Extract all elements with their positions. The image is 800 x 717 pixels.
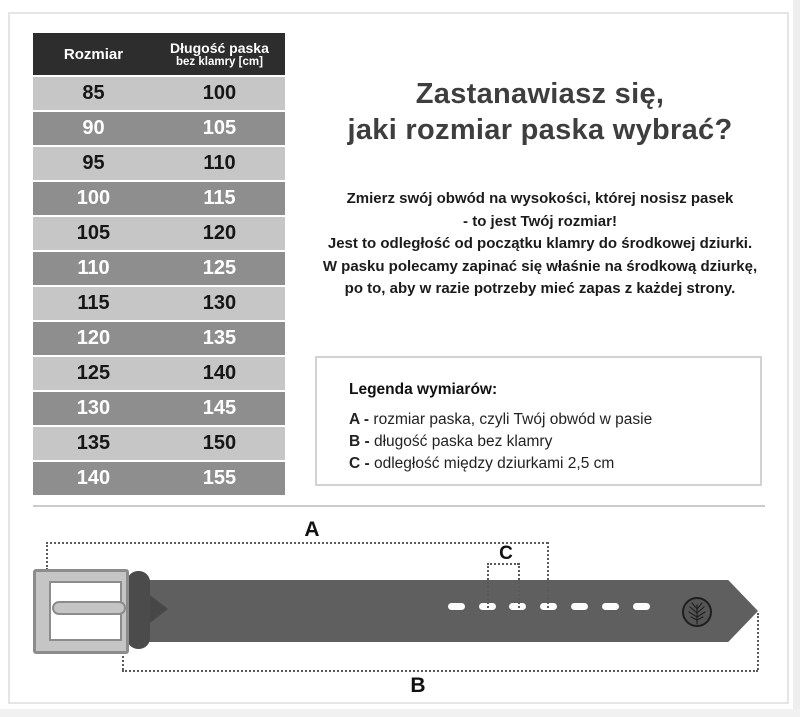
belt-strap xyxy=(138,580,758,642)
page-edge-bottom xyxy=(0,709,800,717)
belt-hole xyxy=(602,603,619,610)
belt-hole xyxy=(448,603,465,610)
dim-a-tick-right xyxy=(547,542,549,608)
dim-a-line xyxy=(46,542,548,544)
length-cell: 145 xyxy=(202,397,237,419)
table-row xyxy=(33,462,285,495)
size-table-header xyxy=(33,33,285,75)
table-row xyxy=(33,77,285,110)
size-cell: 95 xyxy=(82,152,105,174)
legend-item-b: B - długość paska bez klamry xyxy=(349,433,553,450)
length-cell: 100 xyxy=(202,82,237,104)
length-cell: 110 xyxy=(203,152,236,174)
dim-c-tick-left xyxy=(487,563,489,608)
belt-keeper-loop xyxy=(127,571,150,649)
table-row xyxy=(33,217,285,250)
legend-items xyxy=(349,409,740,475)
dimension-label-b: B xyxy=(410,674,426,697)
size-cell: 130 xyxy=(76,397,111,419)
legend-title: Legenda wymiarów: xyxy=(349,381,498,398)
table-row xyxy=(33,392,285,425)
belt-hole xyxy=(633,603,650,610)
size-table xyxy=(33,33,285,497)
intro-line: po to, aby w razie potrzeby mieć zapas z każdej strony. xyxy=(344,280,736,297)
length-cell: 120 xyxy=(202,222,237,244)
page-title xyxy=(300,76,780,148)
page-edge-right xyxy=(793,0,800,717)
dim-c-line xyxy=(487,563,519,565)
size-cell: 115 xyxy=(77,292,110,314)
table-row xyxy=(33,357,285,390)
size-cell: 120 xyxy=(76,327,111,349)
legend-box xyxy=(315,356,762,486)
table-row xyxy=(33,147,285,180)
dim-c-tick-right xyxy=(518,563,520,608)
size-cell: 140 xyxy=(76,467,111,489)
size-table-rows xyxy=(33,77,285,495)
intro-text xyxy=(295,188,785,301)
header-dlugosc: Długość paska bez klamry [cm] xyxy=(170,40,269,68)
length-cell: 130 xyxy=(202,292,237,314)
dim-b-tick-left xyxy=(122,652,124,670)
table-row xyxy=(33,427,285,460)
page-title-line1: Zastanawiasz się, xyxy=(415,78,665,110)
dim-b-tick-right xyxy=(757,613,759,670)
table-row xyxy=(33,182,285,215)
length-cell: 135 xyxy=(202,327,237,349)
page-title-line2: jaki rozmiar paska wybrać? xyxy=(347,114,733,146)
belt-hole xyxy=(571,603,588,610)
size-cell: 85 xyxy=(82,82,105,104)
dim-b-line xyxy=(122,670,758,672)
table-row xyxy=(33,252,285,285)
length-cell: 150 xyxy=(202,432,237,454)
size-cell: 100 xyxy=(76,187,111,209)
legend-item-c: C - odległość między dziurkami 2,5 cm xyxy=(349,455,615,472)
size-cell: 90 xyxy=(82,117,105,139)
intro-line: - to jest Twój rozmiar! xyxy=(463,212,617,230)
length-cell: 155 xyxy=(202,467,237,489)
intro-line: Jest to odległość od początku klamry do środkowej dziurki. xyxy=(327,235,753,252)
tree-logo-icon xyxy=(681,596,713,628)
dimension-label-c: C xyxy=(499,543,513,564)
section-divider xyxy=(33,505,765,507)
size-cell: 105 xyxy=(76,222,111,244)
dimension-label-a: A xyxy=(304,518,320,541)
table-row xyxy=(33,112,285,145)
table-row xyxy=(33,322,285,355)
length-cell: 105 xyxy=(202,117,237,139)
belt-buckle-prong xyxy=(52,601,126,615)
header-rozmiar: Rozmiar xyxy=(63,45,124,63)
length-cell: 125 xyxy=(202,257,237,279)
size-cell: 135 xyxy=(76,432,111,454)
table-row xyxy=(33,287,285,320)
dim-a-tick-left xyxy=(46,542,48,570)
length-cell: 140 xyxy=(202,362,237,384)
intro-line: Zmierz swój obwód na wysokości, której nosisz pasek xyxy=(346,190,734,207)
legend-item-a: A - rozmiar paska, czyli Twój obwód w pasie xyxy=(349,411,653,428)
size-cell: 110 xyxy=(77,257,110,279)
intro-line: W pasku polecamy zapinać się właśnie na środkową dziurkę, xyxy=(322,257,758,275)
size-cell: 125 xyxy=(76,362,111,384)
length-cell: 115 xyxy=(203,187,236,209)
